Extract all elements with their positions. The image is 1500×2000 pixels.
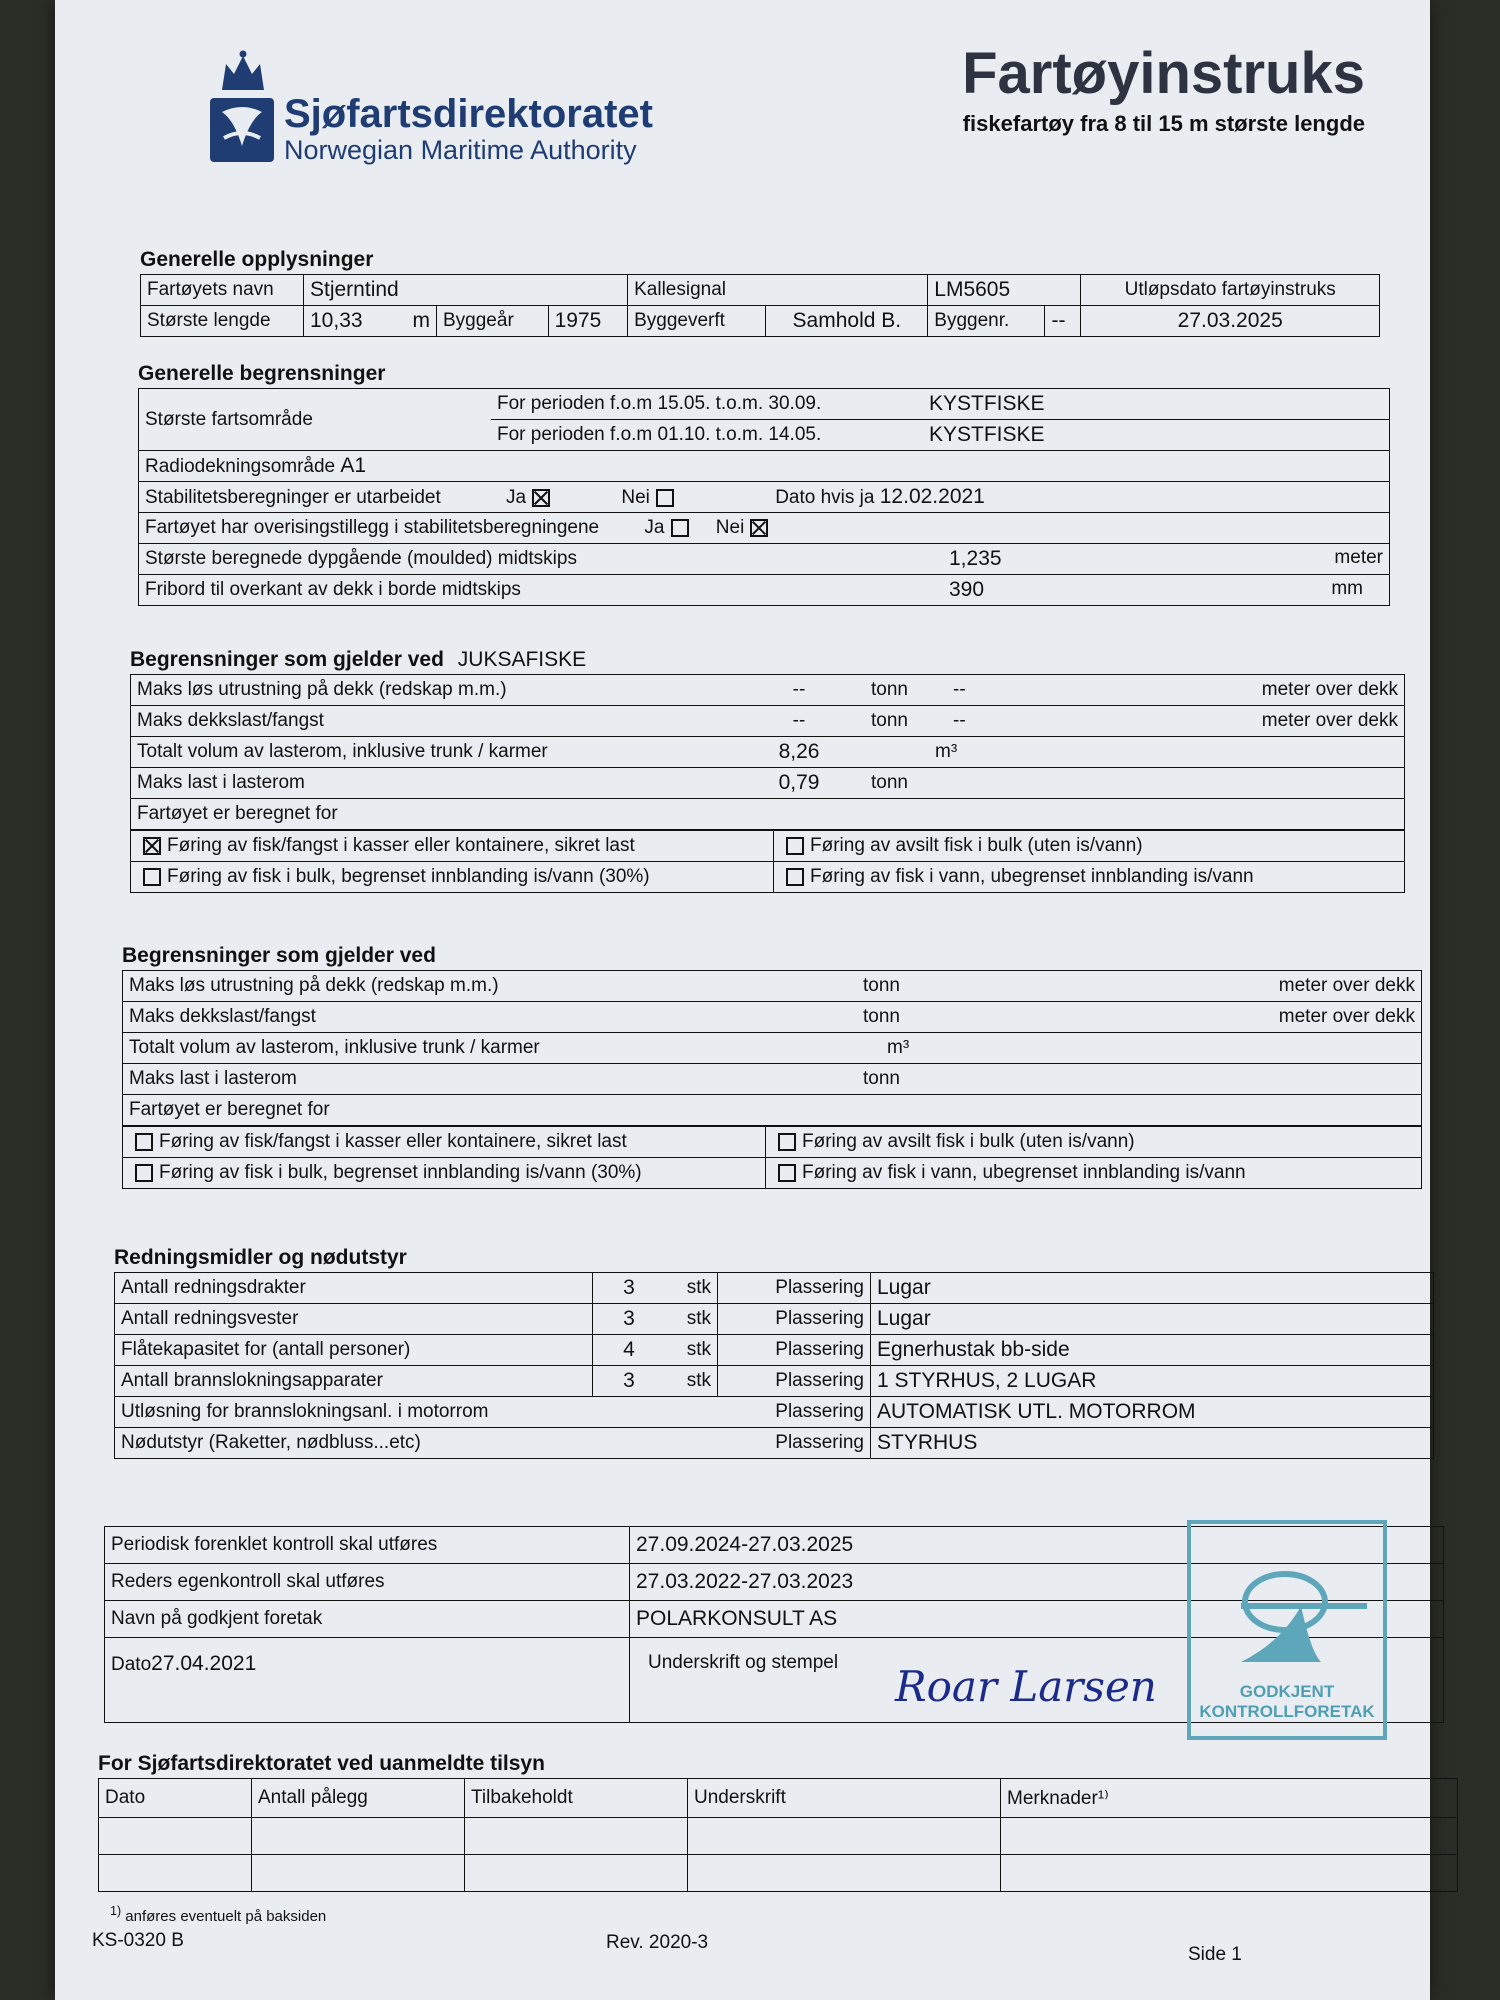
period1-label: For perioden f.o.m 15.05. t.o.m. 30.09. (491, 389, 923, 420)
restrictions-1-activity: JUKSAFISKE (457, 648, 587, 671)
r2-calc-for: Fartøyet er beregnet for (123, 1095, 1422, 1126)
r1-opt2-checkbox[interactable] (786, 837, 804, 855)
distress-label: Nødutstyr (Raketter, nødbluss...etc) (115, 1428, 718, 1459)
yard-value: Samhold B. (766, 306, 928, 337)
r1-volume-unit: m³ (865, 737, 1405, 768)
r1-gear-height: -- (947, 675, 1039, 706)
r2-deck-height-unit: meter over dekk (1009, 1002, 1422, 1033)
restrictions-2-heading: Begrensninger som gjelder ved (122, 944, 436, 967)
r2-hold-label: Maks last i lasterom (123, 1064, 726, 1095)
r1-volume-label: Totalt volum av lasterom, inklusive trunk / karmer (131, 737, 734, 768)
r1-hold-value: 0,79 (733, 768, 865, 799)
rescue-row-qty: 3 (593, 1366, 666, 1397)
rescue-row-label: Antall redningsdrakter (115, 1273, 593, 1304)
rescue-row-place: Lugar (871, 1304, 1434, 1335)
r1-hold-label: Maks last i lasterom (131, 768, 734, 799)
radio-value: A1 (340, 454, 367, 477)
stability-label: Stabilitetsberegninger er utarbeidet (145, 487, 441, 508)
inspection-col: Underskrift (688, 1779, 1001, 1818)
rescue-row-qty: 3 (593, 1273, 666, 1304)
rescue-row-qty: 4 (593, 1335, 666, 1366)
periodic-label: Periodisk forenklet kontroll skal utføres (105, 1527, 630, 1564)
period1-value: KYSTFISKE (923, 389, 1390, 420)
r1-opt1-label: Føring av fisk/fangst i kasser eller kontainere, sikret last (167, 835, 635, 856)
year-value: 1975 (548, 306, 628, 337)
date-label: Dato (111, 1654, 152, 1675)
r2-volume-label: Totalt volum av lasterom, inklusive trunk / karmer (123, 1033, 726, 1064)
rescue-section (114, 1244, 1434, 1459)
rescue-row-label: Antall brannslokningsapparater (115, 1366, 593, 1397)
footnote-text: anføres eventuelt på baksiden (125, 1908, 327, 1925)
owner-value: 27.03.2022-27.03.2023 (630, 1564, 1444, 1601)
document-subtitle: fiskefartøy fra 8 til 15 m største lengde (962, 111, 1365, 136)
r1-gear-value: -- (733, 675, 865, 706)
r1-opt4-label: Føring av fisk i vann, ubegrenset innblanding is/vann (810, 866, 1254, 887)
r2-opt3-checkbox[interactable] (135, 1164, 153, 1182)
icing-no-checkbox[interactable] (750, 519, 768, 537)
release-place: AUTOMATISK UTL. MOTORROM (871, 1397, 1434, 1428)
r2-opt2-checkbox[interactable] (778, 1133, 796, 1151)
approval-stamp (1187, 1520, 1387, 1740)
length-label: Største lengde (141, 306, 304, 337)
general-heading: Generelle opplysninger (140, 248, 374, 271)
restrictions-1-heading: Begrensninger som gjelder ved (130, 648, 444, 671)
r2-hold-unit: tonn (857, 1064, 1422, 1095)
date-if-yes-label: Dato hvis ja (775, 487, 875, 508)
r1-opt3-checkbox[interactable] (143, 868, 161, 886)
period2-label: For perioden f.o.m 01.10. t.o.m. 14.05. (491, 420, 923, 451)
release-label: Utløsning for brannslokningsanl. i motorrom (115, 1397, 718, 1428)
rescue-row-place: Lugar (871, 1273, 1434, 1304)
buildno-label: Byggenr. (928, 306, 1045, 337)
r2-gear-height-unit: meter over dekk (1009, 971, 1422, 1002)
revision: Rev. 2020-3 (606, 1932, 709, 1953)
periodic-value: 27.09.2024-27.03.2025 (630, 1527, 1444, 1564)
form-id: KS-0320 B (92, 1930, 184, 1951)
r1-volume-value: 8,26 (733, 737, 865, 768)
r1-opt2-label: Føring av avsilt fisk i bulk (uten is/vann) (810, 835, 1143, 856)
period2-value: KYSTFISKE (923, 420, 1390, 451)
draft-value: 1,235 (949, 547, 1002, 570)
area-label: Største fartsområde (139, 389, 492, 451)
draft-unit: meter (1334, 547, 1383, 568)
agency-name-en: Norwegian Maritime Authority (284, 135, 637, 165)
crown-icon (218, 50, 268, 94)
inspection-heading: For Sjøfartsdirektoratet ved uanmeldte tilsyn (98, 1752, 545, 1775)
r2-opt4-checkbox[interactable] (778, 1164, 796, 1182)
r2-gear-unit: tonn (857, 971, 1009, 1002)
r1-deck-value: -- (733, 706, 865, 737)
date-value: 27.04.2021 (151, 1652, 257, 1675)
company-label: Navn på godkjent foretak (105, 1601, 630, 1638)
freeboard-label: Fribord til overkant av dekk i borde midtskips (139, 575, 924, 606)
r1-opt1-checkbox[interactable] (143, 837, 161, 855)
r1-opt4-checkbox[interactable] (786, 868, 804, 886)
release-place-label: Plassering (718, 1397, 871, 1428)
r1-gear-unit: tonn (865, 675, 947, 706)
footnote-mark: 1) (110, 1904, 122, 1918)
stability-no-label: Nei (621, 487, 650, 508)
stability-yes-label: Ja (506, 487, 527, 508)
agency-name: Sjøfartsdirektoratet (284, 92, 653, 136)
limits-section (138, 360, 1390, 606)
r1-deck-height-unit: meter over dekk (1039, 706, 1405, 737)
callsign-label: Kallesignal (628, 275, 928, 306)
icing-yes-label: Ja (644, 517, 665, 538)
callsign-value: LM5605 (928, 275, 1081, 306)
r2-opt1-checkbox[interactable] (135, 1133, 153, 1151)
r2-opt1-label: Føring av fisk/fangst i kasser eller kontainere, sikret last (159, 1131, 627, 1152)
stamp-text: GODKJENT KONTROLLFORETAK (1199, 1682, 1375, 1721)
freeboard-value: 390 (949, 578, 985, 601)
buildno-value: -- (1045, 306, 1081, 337)
expiry-label: Utløpsdato fartøyinstruks (1081, 275, 1380, 306)
shield-icon (210, 98, 274, 162)
inspection-col: Antall pålegg (252, 1779, 465, 1818)
icing-label: Fartøyet har overisingstillegg i stabilitetsberegningene (145, 517, 600, 538)
freeboard-unit: mm (1331, 578, 1363, 599)
date-if-yes-value: 12.02.2021 (879, 485, 985, 508)
r1-deck-unit: tonn (865, 706, 947, 737)
signature: Roar Larsen (895, 1662, 1157, 1711)
name-label: Fartøyets navn (141, 275, 304, 306)
r1-opt3-label: Føring av fisk i bulk, begrenset innblanding is/vann (30%) (167, 866, 650, 887)
rescue-row-place-label: Plassering (718, 1304, 871, 1335)
inspection-row (99, 1855, 1458, 1892)
owner-label: Reders egenkontroll skal utføres (105, 1564, 630, 1601)
r1-calc-for: Fartøyet er beregnet for (131, 799, 1405, 830)
document-title: Fartøyinstruks (962, 41, 1365, 106)
restrictions-2-section (122, 942, 1422, 1189)
r1-deck-label: Maks dekkslast/fangst (131, 706, 734, 737)
r2-opt4-label: Føring av fisk i vann, ubegrenset innblanding is/vann (802, 1162, 1246, 1183)
r1-gear-height-unit: meter over dekk (1039, 675, 1405, 706)
r1-hold-unit: tonn (865, 768, 1405, 799)
rescue-row-place-label: Plassering (718, 1366, 871, 1397)
inspection-col: Dato (99, 1779, 252, 1818)
length-value: 10,33 (310, 309, 363, 332)
distress-place-label: Plassering (718, 1428, 871, 1459)
stability-yes-checkbox[interactable] (532, 489, 550, 507)
rescue-heading: Redningsmidler og nødutstyr (114, 1246, 407, 1269)
sign-label: Underskrift og stempel (630, 1638, 1444, 1723)
distress-place: STYRHUS (871, 1428, 1434, 1459)
r2-volume-unit: m³ (857, 1033, 1422, 1064)
r1-gear-label: Maks løs utrustning på dekk (redskap m.m.) (131, 675, 734, 706)
rescue-row-label: Antall redningsvester (115, 1304, 593, 1335)
inspection-row (99, 1818, 1458, 1855)
vessel-name: Stjerntind (304, 275, 628, 306)
year-label: Byggeår (437, 306, 549, 337)
rescue-row-place-label: Plassering (718, 1335, 871, 1366)
r2-opt3-label: Føring av fisk i bulk, begrenset innblanding is/vann (30%) (159, 1162, 642, 1183)
yard-label: Byggeverft (628, 306, 766, 337)
icing-no-label: Nei (715, 517, 745, 538)
rescue-row-qty: 3 (593, 1304, 666, 1335)
company-value: POLARKONSULT AS (630, 1601, 1444, 1638)
inspection-section (98, 1750, 1458, 1892)
draft-label: Største beregnede dypgående (moulded) midtskips (139, 544, 924, 575)
restrictions-1-section (130, 646, 1405, 893)
rescue-row-place: Egnerhustak bb-side (871, 1335, 1434, 1366)
rescue-row-unit: stk (665, 1366, 718, 1397)
r2-deck-label: Maks dekkslast/fangst (123, 1002, 726, 1033)
stability-no-checkbox[interactable] (656, 489, 674, 507)
rescue-row-place-label: Plassering (718, 1273, 871, 1304)
inspection-col: Merknader¹⁾ (1001, 1779, 1458, 1818)
icing-yes-checkbox[interactable] (671, 519, 689, 537)
inspection-col: Tilbakeholdt (465, 1779, 688, 1818)
rescue-row-unit: stk (665, 1335, 718, 1366)
radio-label: Radiodekningsområde (145, 456, 336, 477)
rescue-row-label: Flåtekapasitet for (antall personer) (115, 1335, 593, 1366)
expiry-value: 27.03.2025 (1081, 306, 1380, 337)
stamp-emblem-icon (1191, 1532, 1383, 1682)
rescue-row-unit: stk (665, 1273, 718, 1304)
general-section (140, 246, 1380, 337)
rescue-row-place: 1 STYRHUS, 2 LUGAR (871, 1366, 1434, 1397)
r2-opt2-label: Føring av avsilt fisk i bulk (uten is/vann) (802, 1131, 1135, 1152)
page-number: Side 1 (1188, 1944, 1242, 1965)
r1-deck-height: -- (947, 706, 1039, 737)
r2-deck-unit: tonn (857, 1002, 1009, 1033)
r2-gear-label: Maks løs utrustning på dekk (redskap m.m.) (123, 971, 726, 1002)
limits-heading: Generelle begrensninger (138, 362, 386, 385)
length-unit: m (412, 309, 430, 332)
rescue-row-unit: stk (665, 1304, 718, 1335)
